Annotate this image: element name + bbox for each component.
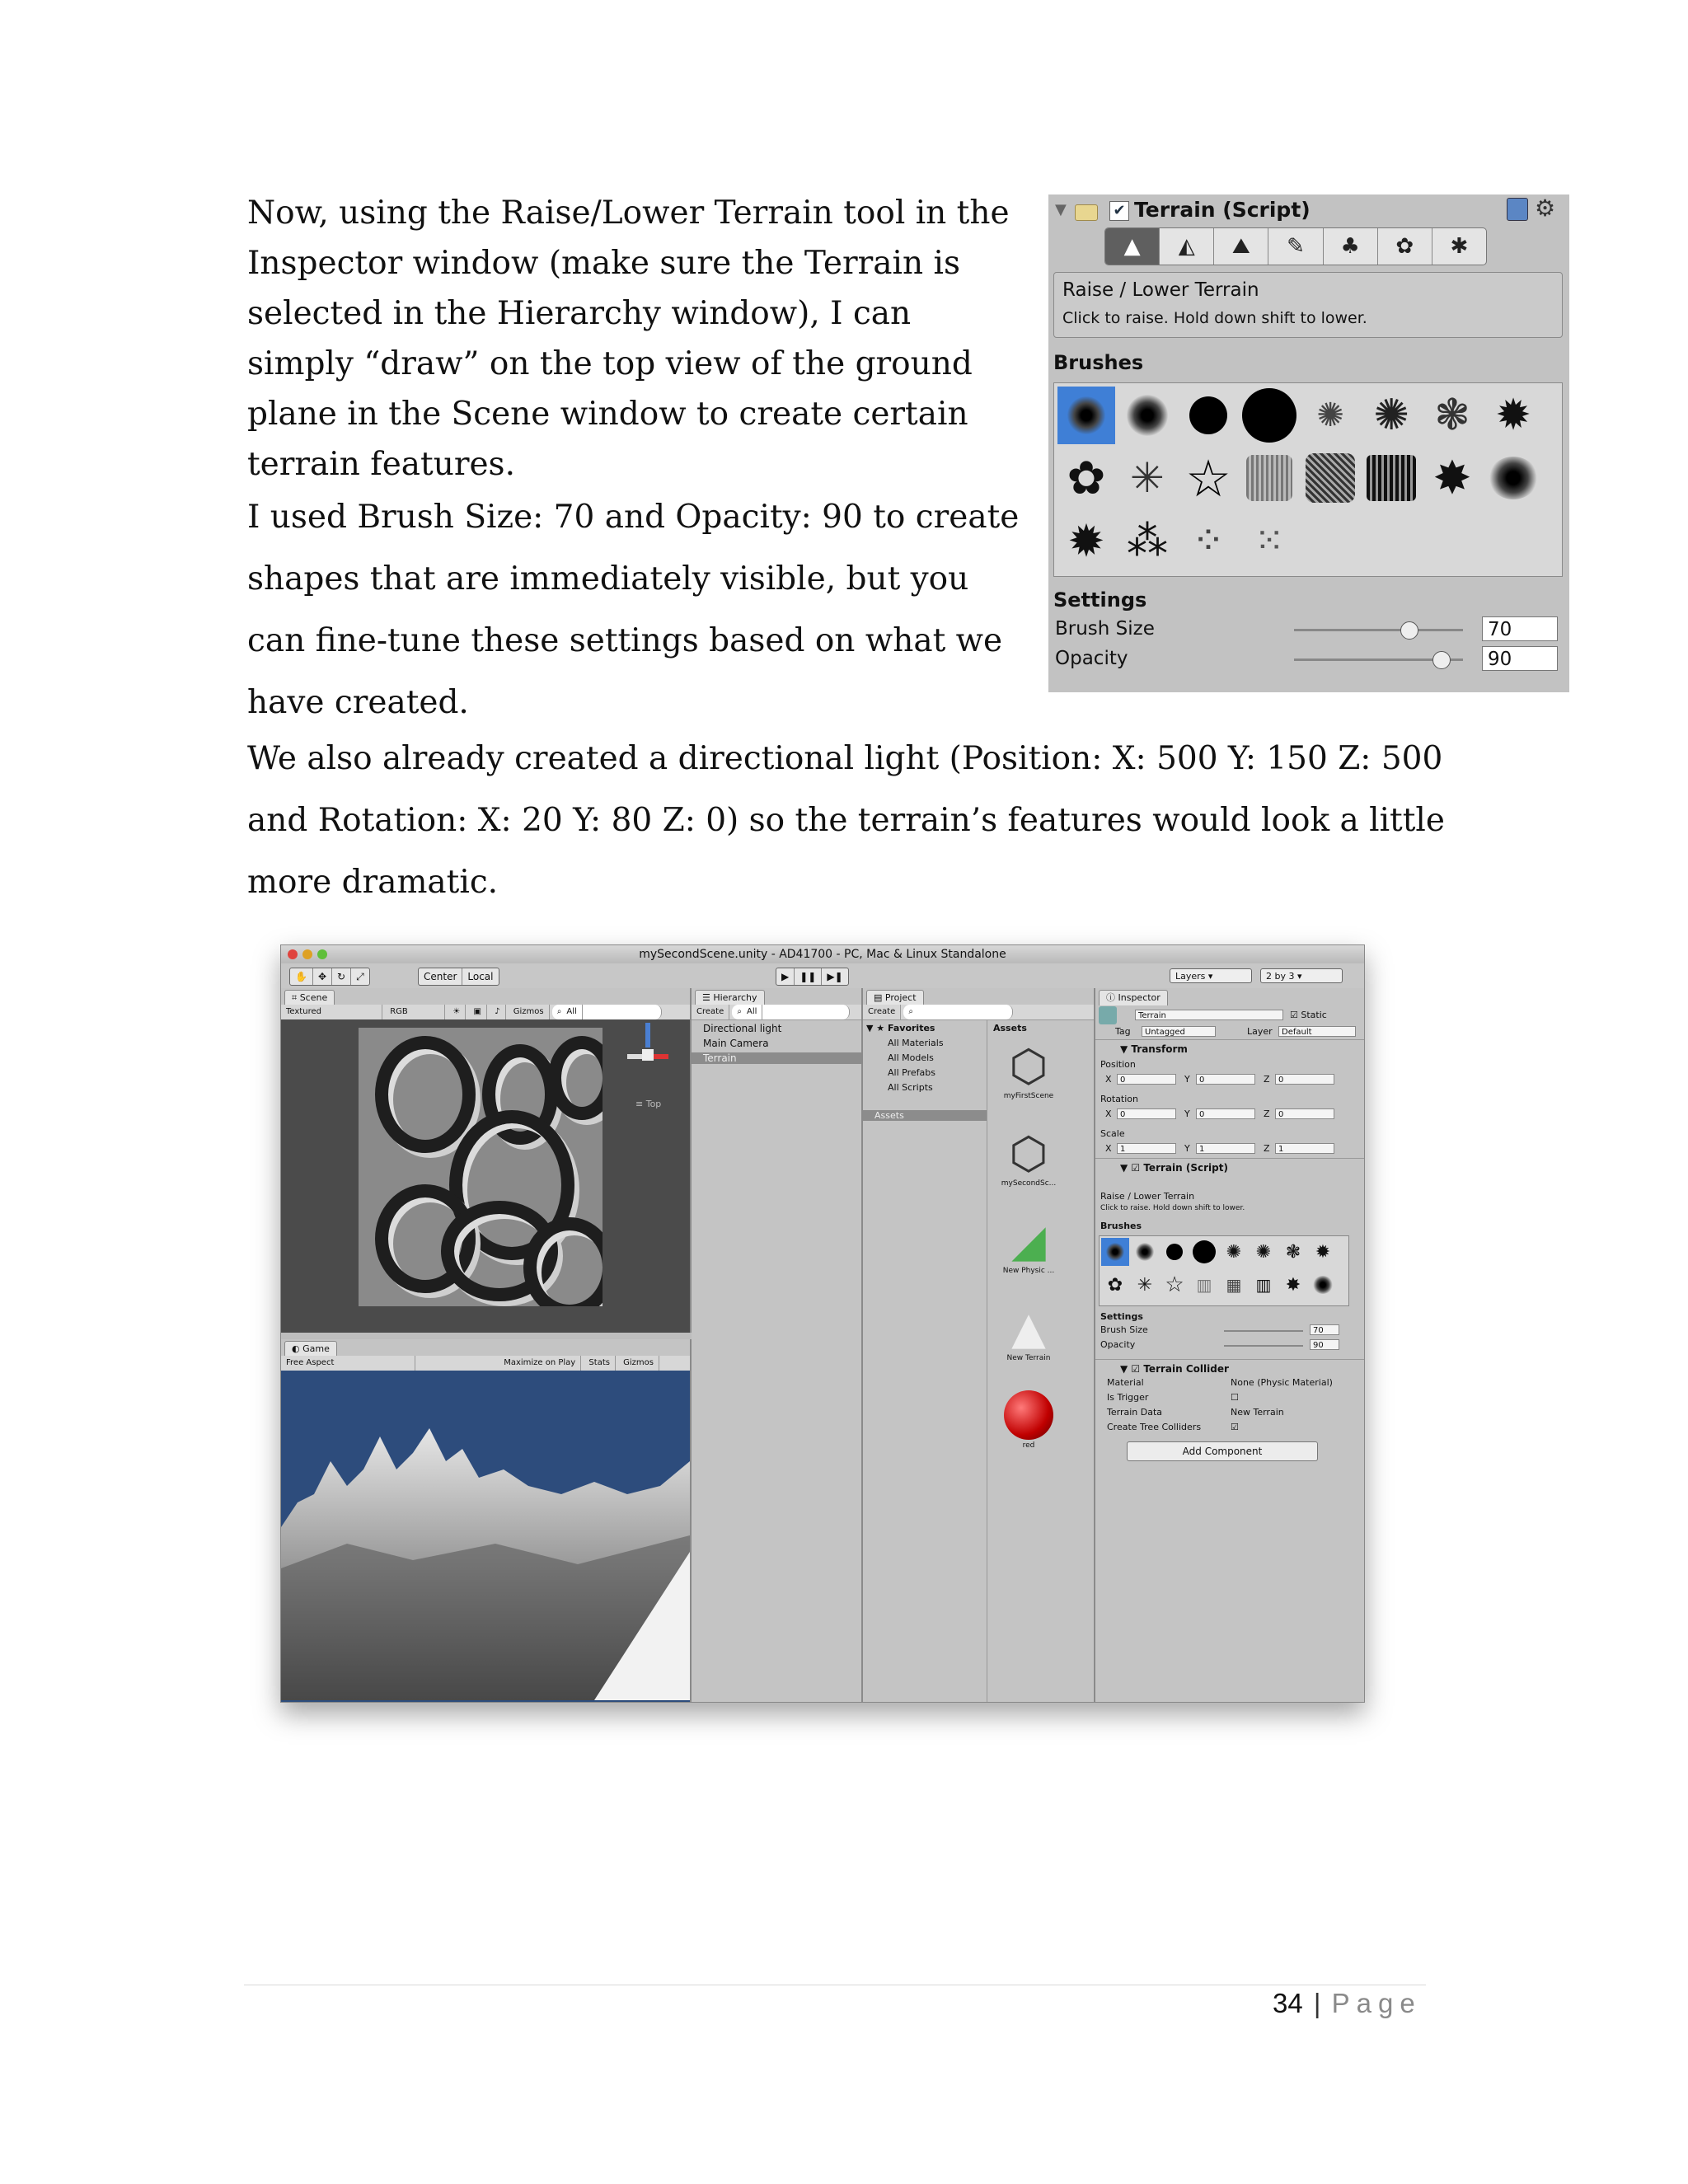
y-label: Y: [1184, 1143, 1190, 1154]
mini-brush-large[interactable]: [1190, 1238, 1218, 1266]
channel-dropdown[interactable]: RGB: [385, 1005, 445, 1019]
game-viewport[interactable]: [281, 1371, 690, 1702]
terrain-data-row: [1107, 1407, 1354, 1418]
unity-scene-icon: ⬡: [1009, 1127, 1048, 1179]
mini-tool-hint: Click to raise. Hold down shift to lower.: [1100, 1204, 1245, 1212]
favorite-all-prefabs[interactable]: All Prefabs: [888, 1067, 935, 1078]
hierarchy-create-dropdown[interactable]: Create: [692, 1005, 729, 1019]
tag-label: Tag: [1115, 1026, 1131, 1037]
position-z-field[interactable]: 0: [1275, 1074, 1334, 1085]
mini-tool-strip: [1125, 1176, 1339, 1177]
mini-opacity-label: Opacity: [1100, 1339, 1136, 1350]
brush-star[interactable]: ☆: [1185, 448, 1231, 509]
scale-z-field[interactable]: 1: [1275, 1143, 1334, 1154]
mini-brush-splatter[interactable]: ✹: [1315, 1241, 1331, 1263]
hierarchy-tab-label: Hierarchy: [713, 992, 757, 1003]
asset-label: red: [1022, 1441, 1035, 1450]
asset-red-material[interactable]: [988, 1389, 1069, 1450]
brush-flower[interactable]: ✿: [1067, 451, 1106, 505]
render-mode-dropdown[interactable]: Textured: [281, 1005, 382, 1019]
tool-hint: Click to raise. Hold down shift to lower.: [1062, 309, 1367, 327]
hierarchy-search-placeholder: All: [742, 1005, 762, 1019]
mini-brush-splatter[interactable]: ✺: [1226, 1241, 1242, 1263]
close-window-icon[interactable]: [288, 949, 298, 959]
inspector-panel: [1095, 988, 1364, 1702]
material-label: Material: [1107, 1377, 1144, 1388]
rotation-x-field[interactable]: 0: [1117, 1108, 1176, 1119]
project-create-dropdown[interactable]: Create: [863, 1005, 901, 1019]
page-number: 34: [1273, 1988, 1303, 2018]
mini-brush-star[interactable]: ☆: [1165, 1272, 1184, 1297]
scene-tab-label: Scene: [299, 992, 328, 1003]
asset-label: mySecondSc...: [1001, 1179, 1057, 1188]
trigger-checkbox[interactable]: ☐: [1231, 1392, 1239, 1403]
opacity-field[interactable]: 90: [1482, 646, 1558, 671]
hierarchy-control-bar: [692, 1005, 861, 1020]
position-label: Position: [1100, 1059, 1136, 1070]
add-component-button[interactable]: Add Component: [1127, 1441, 1318, 1461]
mini-brush-texture[interactable]: ▥: [1196, 1275, 1212, 1295]
mini-tool-name: Raise / Lower Terrain: [1100, 1191, 1195, 1202]
z-label: Z: [1264, 1074, 1270, 1085]
paint-height-tool-icon[interactable]: ◭: [1160, 228, 1214, 265]
assets-folder[interactable]: Assets: [863, 1110, 987, 1121]
pause-icon[interactable]: ❚❚: [795, 968, 822, 985]
object-name-field[interactable]: Terrain: [1135, 1010, 1283, 1020]
game-panel: [281, 1339, 692, 1702]
minimize-window-icon[interactable]: [302, 949, 312, 959]
transform-section[interactable]: ▼ Transform: [1095, 1039, 1364, 1057]
terrain-render: [281, 1371, 690, 1700]
terrain-script-section[interactable]: ▼ ☑ Terrain (Script): [1095, 1158, 1364, 1176]
enable-checkbox[interactable]: ✔: [1109, 201, 1129, 221]
step-icon[interactable]: ▶❚: [827, 971, 843, 982]
game-tab-label: Game: [302, 1343, 330, 1354]
brush-dots[interactable]: ⁂: [1127, 517, 1168, 565]
play-controls: [776, 968, 849, 986]
tool-name: Raise / Lower Terrain: [1062, 279, 1259, 301]
brush-splatter-4[interactable]: ✹: [1495, 391, 1531, 440]
scene-image-icon[interactable]: ▣: [469, 1005, 487, 1019]
mini-brushes-label: Brushes: [1100, 1221, 1142, 1231]
brush-splat-5[interactable]: ✸: [1432, 451, 1472, 505]
pivot-local-toggle[interactable]: Local: [467, 971, 494, 982]
pivot-center-toggle[interactable]: Center: [419, 968, 462, 985]
brush-grid: [1053, 382, 1563, 577]
asset-label: New Physic ...: [1002, 1267, 1055, 1275]
x-label: X: [1105, 1108, 1112, 1119]
mini-brush-grid: [1099, 1235, 1349, 1306]
trigger-row: [1107, 1392, 1354, 1403]
y-label: Y: [1184, 1108, 1190, 1119]
brush-size-label: Brush Size: [1055, 618, 1155, 640]
maximize-on-play-toggle[interactable]: Maximize on Play: [499, 1356, 581, 1371]
mini-brush-flower[interactable]: ✿: [1107, 1274, 1123, 1296]
terrain-feature: [375, 1036, 476, 1153]
material-value[interactable]: None (Physic Material): [1231, 1377, 1333, 1388]
raise-lower-terrain-tool-icon[interactable]: ▲: [1105, 228, 1160, 265]
page-separator: |: [1313, 1988, 1321, 2018]
static-label: Static: [1301, 1010, 1327, 1020]
terrain-top-view[interactable]: [359, 1028, 603, 1306]
terrain-data-label: Terrain Data: [1107, 1407, 1162, 1418]
transform-label: Transform: [1131, 1043, 1188, 1055]
tree-colliders-row: [1107, 1422, 1354, 1432]
asset-new-terrain[interactable]: [988, 1301, 1069, 1362]
brush-round-small[interactable]: [1118, 387, 1176, 444]
brushes-label: Brushes: [1053, 351, 1144, 374]
hierarchy-item-main-camera[interactable]: Main Camera: [703, 1038, 769, 1049]
mini-brush-splatter[interactable]: ❃: [1285, 1241, 1301, 1263]
layer-label: Layer: [1247, 1026, 1273, 1037]
aspect-dropdown[interactable]: Free Aspect: [281, 1356, 415, 1371]
brush-size-row: [1055, 616, 1563, 644]
favorites-folder[interactable]: ▼ ★ Favorites: [866, 1023, 935, 1033]
mini-brush-splatter[interactable]: ✺: [1255, 1241, 1272, 1263]
tool-description-box: [1053, 272, 1563, 338]
brush-round-large[interactable]: [1240, 387, 1298, 444]
scale-tool-icon[interactable]: ⤢: [356, 971, 364, 982]
scale-y-field[interactable]: 1: [1196, 1143, 1255, 1154]
mini-brush-size-row: [1100, 1324, 1348, 1335]
rotate-tool-icon[interactable]: ↻: [332, 968, 351, 985]
tree-colliders-label: Create Tree Colliders: [1107, 1422, 1202, 1432]
z-label: Z: [1264, 1143, 1270, 1154]
mini-settings-label: Settings: [1100, 1311, 1143, 1322]
mini-opacity-field[interactable]: 90: [1310, 1339, 1339, 1350]
mini-brush-size-label: Brush Size: [1100, 1324, 1148, 1335]
unity-editor-window: [280, 944, 1365, 1703]
scene-viewport[interactable]: [281, 1019, 690, 1333]
asset-label: New Terrain: [1006, 1354, 1051, 1362]
layers-dropdown[interactable]: Layers ▾: [1170, 968, 1252, 983]
scale-label: Scale: [1100, 1128, 1125, 1139]
scene-search-input[interactable]: ⌕ All: [552, 1005, 662, 1019]
brush-splatter-3[interactable]: ❃: [1434, 391, 1470, 440]
terrain-tool-toolbar: [1104, 227, 1487, 265]
brush-texture-2[interactable]: [1301, 449, 1359, 507]
brush-splatter-2[interactable]: ✺: [1373, 391, 1409, 440]
mini-opacity-slider[interactable]: [1224, 1345, 1303, 1347]
hierarchy-search-input[interactable]: ⌕ All: [732, 1005, 850, 1019]
inspector-tab-label: Inspector: [1118, 992, 1160, 1003]
favorite-all-materials[interactable]: All Materials: [888, 1038, 944, 1048]
mini-brush-soft[interactable]: [1101, 1238, 1129, 1266]
brush-soft-round[interactable]: [1057, 387, 1115, 444]
scene-lighting-icon[interactable]: ☀: [448, 1005, 466, 1019]
terrain-data-value[interactable]: New Terrain: [1231, 1407, 1284, 1418]
brush-scatter-2[interactable]: ⁙: [1254, 519, 1285, 562]
brush-size-field[interactable]: 70: [1482, 616, 1558, 641]
terrain-asset-icon: ▲: [1011, 1301, 1046, 1354]
x-label: X: [1105, 1074, 1112, 1085]
scene-gizmos-dropdown[interactable]: Gizmos: [509, 1005, 550, 1019]
tag-dropdown[interactable]: Untagged: [1142, 1026, 1216, 1037]
tree-colliders-checkbox[interactable]: ☑: [1231, 1422, 1239, 1432]
play-icon[interactable]: ▶: [776, 968, 795, 985]
project-assets-view: [988, 1019, 1092, 1702]
place-trees-tool-icon[interactable]: ♣: [1324, 228, 1378, 265]
terrain-script-label: Terrain (Script): [1143, 1162, 1228, 1174]
foldout-arrow-icon[interactable]: ▼: [1055, 201, 1067, 218]
mini-brush-size-slider[interactable]: [1224, 1330, 1303, 1332]
project-panel: [863, 988, 1095, 1702]
hierarchy-item-terrain[interactable]: Terrain: [692, 1052, 861, 1064]
terrain-object-icon: [1099, 1006, 1117, 1024]
physic-material-icon: ◢: [1011, 1214, 1046, 1267]
layout-dropdown[interactable]: 2 by 3 ▾: [1260, 968, 1343, 983]
tab-inspector[interactable]: ⓘ Inspector: [1099, 990, 1168, 1005]
rotation-label: Rotation: [1100, 1094, 1139, 1104]
mini-brush-texture[interactable]: ▦: [1226, 1275, 1242, 1295]
mini-brush-size-field[interactable]: 70: [1310, 1324, 1339, 1335]
rotation-y-field[interactable]: 0: [1196, 1108, 1255, 1119]
material-row: [1107, 1377, 1354, 1388]
game-control-bar: [281, 1356, 690, 1371]
mini-brush-burst[interactable]: ✳: [1137, 1274, 1153, 1296]
terrain-collider-label: Terrain Collider: [1143, 1363, 1229, 1375]
brush-star-burst[interactable]: ✳: [1130, 454, 1165, 502]
opacity-slider-handle[interactable]: [1432, 651, 1451, 669]
mini-opacity-row: [1100, 1339, 1348, 1350]
window-title: mySecondScene.unity - AD41700 - PC, Mac & Linux Standalone: [639, 948, 1006, 961]
terrain-collider-section[interactable]: ▼ ☑ Terrain Collider: [1095, 1359, 1364, 1377]
paragraph-directional-light: We also already created a directional light (Position: X: 500 Y: 150 Z: 500 and Rotation: X: 20 Y: 80 Z: 0) so the terrain’s features would look a little more dramatic.: [247, 740, 1445, 901]
asset-label: myFirstScene: [1003, 1092, 1054, 1100]
brush-splat-6[interactable]: ✹: [1067, 514, 1105, 567]
project-tab-label: Project: [884, 992, 917, 1003]
window-controls: [288, 949, 327, 959]
transform-tools: [289, 968, 370, 986]
layer-dropdown[interactable]: Default: [1278, 1026, 1356, 1037]
favorite-all-models[interactable]: All Models: [888, 1052, 934, 1063]
help-book-icon[interactable]: [1507, 198, 1528, 221]
brush-round-medium[interactable]: [1179, 387, 1237, 444]
gear-icon[interactable]: ⚙: [1535, 194, 1556, 222]
y-label: Y: [1184, 1074, 1190, 1085]
component-title: Terrain (Script): [1134, 198, 1311, 222]
zoom-window-icon[interactable]: [317, 949, 327, 959]
brush-splatter-1[interactable]: ✺: [1316, 396, 1344, 434]
brush-texture-1[interactable]: [1240, 449, 1298, 507]
brush-size-slider[interactable]: [1294, 629, 1463, 631]
terrain-script-figure: [1048, 194, 1569, 692]
hand-tool-icon[interactable]: ✋: [290, 968, 313, 985]
asset-myfirstscene[interactable]: [988, 1039, 1069, 1100]
scene-control-bar: [281, 1005, 690, 1020]
favorites-label: Favorites: [887, 1023, 935, 1033]
trigger-label: Is Trigger: [1107, 1392, 1149, 1403]
tab-hierarchy[interactable]: ☰ Hierarchy: [695, 990, 765, 1005]
pivot-toggle-group: [418, 968, 499, 986]
project-control-bar: [863, 1005, 1094, 1020]
page-word: Page: [1331, 1988, 1422, 2018]
brush-scatter-1[interactable]: ⁘: [1191, 518, 1226, 564]
asset-mysecondscene[interactable]: [988, 1127, 1069, 1188]
paint-texture-tool-icon[interactable]: ✎: [1268, 228, 1323, 265]
move-tool-icon[interactable]: ✥: [313, 968, 332, 985]
scene-search-placeholder: All: [561, 1005, 582, 1019]
mini-brush-small[interactable]: [1131, 1238, 1159, 1266]
page-footer: [1273, 1988, 1422, 2019]
mini-brush-splat[interactable]: ✸: [1285, 1274, 1301, 1296]
favorite-all-scripts[interactable]: All Scripts: [888, 1082, 933, 1093]
tab-project[interactable]: ▤ Project: [866, 990, 924, 1005]
assets-header: Assets: [993, 1023, 1027, 1033]
project-folder-tree: [863, 1019, 987, 1702]
paragraph-raise-lower-instructions: Now, using the Raise/Lower Terrain tool in the Inspector window (make sure the Terrain is selected in the Hierarchy window), I can simply “draw” on the top view of the ground plane in the Scene window to create certain terrain features.: [247, 194, 1010, 483]
rotation-z-field[interactable]: 0: [1275, 1108, 1334, 1119]
opacity-label: Opacity: [1055, 648, 1128, 669]
scene-panel: [281, 988, 692, 1333]
tab-game[interactable]: ◐ Game: [284, 1341, 337, 1357]
stats-toggle[interactable]: Stats: [584, 1356, 616, 1371]
hierarchy-item-directional-light[interactable]: Directional light: [703, 1023, 782, 1034]
scene-orientation-gizmo[interactable]: [627, 1023, 668, 1089]
script-component-icon: [1075, 204, 1098, 221]
position-y-field[interactable]: 0: [1196, 1074, 1255, 1085]
red-material-icon: [1002, 1389, 1055, 1441]
layers-label: Layers: [1175, 971, 1206, 982]
terrain-settings-tool-icon[interactable]: ✱: [1450, 234, 1469, 259]
layout-label: 2 by 3: [1266, 971, 1295, 982]
view-label: ≡ Top: [635, 1099, 662, 1109]
tab-scene[interactable]: ⌗ Scene: [284, 990, 335, 1005]
hierarchy-panel: [692, 988, 863, 1702]
z-label: Z: [1264, 1108, 1270, 1119]
brush-texture-3[interactable]: [1362, 449, 1420, 507]
game-gizmos-dropdown[interactable]: Gizmos: [618, 1356, 659, 1371]
component-header[interactable]: [1048, 194, 1569, 227]
mini-brush-texture[interactable]: ▥: [1255, 1275, 1272, 1295]
editor-toolbar: [281, 963, 1364, 989]
unity-scene-icon: ⬡: [1009, 1039, 1048, 1092]
audio-icon[interactable]: ♪: [490, 1005, 505, 1019]
tag-layer-row: [1115, 1026, 1362, 1037]
mini-brush-cloud[interactable]: [1309, 1271, 1337, 1299]
static-checkbox[interactable]: ☑ Static: [1290, 1010, 1327, 1020]
brush-cloud[interactable]: [1484, 449, 1542, 507]
mini-brush-medium[interactable]: [1160, 1238, 1189, 1266]
settings-label: Settings: [1053, 588, 1147, 612]
paragraph-brush-settings: I used Brush Size: 70 and Opacity: 90 to create shapes that are immediately visible, but you can fine-tune these settings based on what we have created.: [247, 499, 1020, 721]
x-label: X: [1105, 1143, 1112, 1154]
project-search-input[interactable]: ⌕: [903, 1005, 1013, 1019]
opacity-row: [1055, 646, 1563, 674]
scale-x-field[interactable]: 1: [1117, 1143, 1176, 1154]
asset-new-physic-material[interactable]: [988, 1214, 1069, 1275]
brush-size-slider-handle[interactable]: [1400, 621, 1418, 640]
paint-details-tool-icon[interactable]: ✿: [1378, 228, 1432, 265]
position-x-field[interactable]: 0: [1117, 1074, 1176, 1085]
view-label-text: Top: [645, 1099, 662, 1109]
window-title-bar: [281, 945, 1364, 964]
smooth-height-tool-icon[interactable]: ⛰: [1214, 228, 1268, 265]
